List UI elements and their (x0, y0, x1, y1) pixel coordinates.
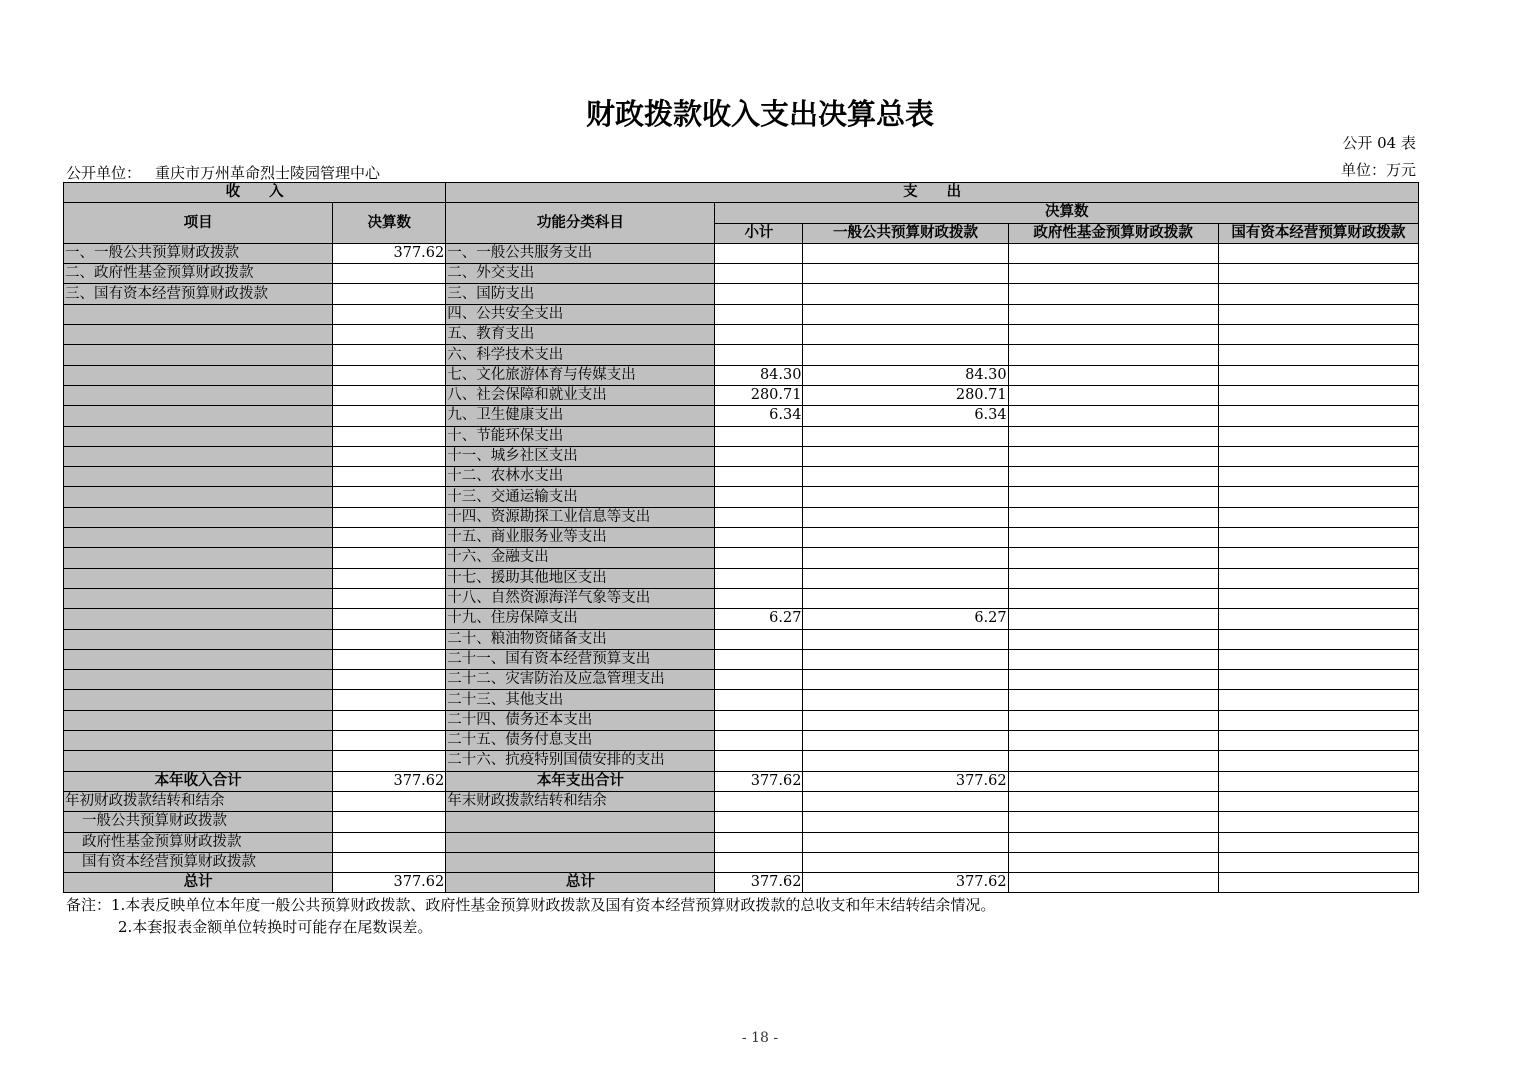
table-row (64, 406, 1419, 426)
reporting-unit-name: 重庆市万州革命烈士陵园管理中心 (155, 164, 381, 182)
function-item: 二十四、债务还本支出 (446, 710, 715, 730)
income-item (64, 446, 333, 466)
page-title: 财政拨款收入支出决算总表 (585, 97, 934, 131)
income-item (64, 588, 333, 608)
income-amount (333, 649, 446, 669)
soe-capital-amount (1218, 487, 1418, 507)
function-item: 四、公共安全支出 (446, 304, 715, 324)
amount-header: 决算数 (333, 203, 446, 244)
income-item (64, 426, 333, 446)
income-item (64, 670, 333, 690)
income-item (64, 629, 333, 649)
income-item (64, 609, 333, 629)
income-amount (333, 731, 446, 751)
income-amount (333, 548, 446, 568)
gov-fund-amount (1008, 731, 1218, 751)
soe-capital-amount (1218, 345, 1418, 365)
income-item (64, 467, 333, 487)
subtotal-amount (715, 629, 803, 649)
table-row (64, 649, 1419, 669)
page-number: - 18 - (741, 1030, 779, 1046)
subtotal-amount (715, 325, 803, 345)
soe-capital-header: 国有资本经营预算财政拨款 (1218, 223, 1418, 243)
general-budget-amount (803, 467, 1008, 487)
income-amount (333, 528, 446, 548)
table-number: 公开 04 表 (1342, 134, 1416, 152)
function-item: 二十一、国有资本经营预算支出 (446, 649, 715, 669)
carry-row (64, 832, 1419, 852)
subtotal-amount: 6.27 (715, 609, 803, 629)
general-budget-amount (803, 507, 1008, 527)
gov-fund-amount (1008, 528, 1218, 548)
income-item (64, 548, 333, 568)
soe-capital-amount (1218, 568, 1418, 588)
soe-capital-amount (1218, 365, 1418, 385)
table-row (64, 629, 1419, 649)
table-row (64, 284, 1419, 304)
income-amount (333, 710, 446, 730)
general-budget-amount (803, 284, 1008, 304)
table-row (64, 710, 1419, 730)
carry-income-item: 一般公共预算财政拨款 (64, 812, 333, 832)
gov-fund-amount (1008, 609, 1218, 629)
gov-fund-amount (1008, 243, 1218, 263)
function-item: 十三、交通运输支出 (446, 487, 715, 507)
function-item: 九、卫生健康支出 (446, 406, 715, 426)
income-amount (333, 325, 446, 345)
function-item: 二十、粮油物资储备支出 (446, 629, 715, 649)
carry-expense-item (446, 852, 715, 872)
table-row (64, 365, 1419, 385)
carry-expense-item: 年末财政拨款结转和结余 (446, 791, 715, 811)
budget-table (63, 182, 1419, 893)
subtotal-header: 小计 (715, 223, 803, 243)
gov-fund-amount (1008, 264, 1218, 284)
income-item (64, 487, 333, 507)
table-row (64, 568, 1419, 588)
income-amount (333, 426, 446, 446)
income-item: 二、政府性基金预算财政拨款 (64, 264, 333, 284)
soe-capital-amount (1218, 243, 1418, 263)
subtotal-amount: 84.30 (715, 365, 803, 385)
function-item: 三、国防支出 (446, 284, 715, 304)
subtotal-amount (715, 548, 803, 568)
function-item: 二、外交支出 (446, 264, 715, 284)
income-amount (333, 670, 446, 690)
subtotal-amount (715, 568, 803, 588)
table-row (64, 690, 1419, 710)
table-row (64, 467, 1419, 487)
gov-fund-amount (1008, 649, 1218, 669)
general-budget-amount: 6.27 (803, 609, 1008, 629)
subtotal-amount (715, 588, 803, 608)
general-budget-amount (803, 528, 1008, 548)
general-budget-amount: 280.71 (803, 385, 1008, 405)
table-row (64, 325, 1419, 345)
general-budget-amount (803, 751, 1008, 771)
reporting-unit (66, 162, 380, 183)
income-amount (333, 487, 446, 507)
general-budget-amount: 84.30 (803, 365, 1008, 385)
income-amount (333, 467, 446, 487)
function-item: 十一、城乡社区支出 (446, 446, 715, 466)
reporting-unit-label: 公开单位： (66, 164, 142, 182)
income-item (64, 304, 333, 324)
expense-header: 支 出 (446, 183, 1419, 203)
income-amount (333, 588, 446, 608)
income-amount (333, 365, 446, 385)
income-header: 收 入 (64, 183, 446, 203)
income-item (64, 731, 333, 751)
gov-fund-amount (1008, 304, 1218, 324)
income-amount (333, 264, 446, 284)
subtotal-amount (715, 304, 803, 324)
soe-capital-amount (1218, 588, 1418, 608)
subtotal-amount (715, 243, 803, 263)
final-amount-header: 决算数 (715, 203, 1419, 223)
gov-fund-amount (1008, 568, 1218, 588)
general-budget-header: 一般公共预算财政拨款 (803, 223, 1008, 243)
income-item (64, 345, 333, 365)
income-amount (333, 507, 446, 527)
gov-fund-amount (1008, 325, 1218, 345)
grand-expense-total-label: 总计 (446, 873, 715, 893)
general-budget-amount (803, 345, 1008, 365)
general-budget-amount (803, 548, 1008, 568)
table-row (64, 528, 1419, 548)
gov-fund-amount (1008, 426, 1218, 446)
income-item (64, 649, 333, 669)
year-total-general: 377.62 (803, 771, 1008, 791)
general-budget-amount (803, 629, 1008, 649)
note-1: 备注：1.本表反映单位本年度一般公共预算财政拨款、政府性基金预算财政拨款及国有资本经营预算财政拨款的总收支和年末结转结余情况。 (66, 896, 996, 914)
table-row (64, 446, 1419, 466)
general-budget-amount: 6.34 (803, 406, 1008, 426)
soe-capital-amount (1218, 649, 1418, 669)
gov-fund-amount (1008, 710, 1218, 730)
general-budget-amount (803, 325, 1008, 345)
soe-capital-amount (1218, 609, 1418, 629)
general-budget-amount (803, 690, 1008, 710)
gov-fund-amount (1008, 467, 1218, 487)
function-item: 十、节能环保支出 (446, 426, 715, 446)
carry-expense-item (446, 832, 715, 852)
table-row (64, 507, 1419, 527)
table-row (64, 426, 1419, 446)
income-amount (333, 609, 446, 629)
carry-row (64, 812, 1419, 832)
year-income-total-amount: 377.62 (333, 771, 446, 791)
soe-capital-amount (1218, 406, 1418, 426)
grand-total-subtotal: 377.62 (715, 873, 803, 893)
soe-capital-amount (1218, 507, 1418, 527)
subtotal-amount (715, 649, 803, 669)
subtotal-amount (715, 751, 803, 771)
soe-capital-amount (1218, 385, 1418, 405)
year-total-gov-fund (1008, 771, 1218, 791)
income-amount (333, 690, 446, 710)
gov-fund-amount (1008, 751, 1218, 771)
gov-fund-amount (1008, 446, 1218, 466)
table-row (64, 609, 1419, 629)
table-row (64, 548, 1419, 568)
table-row (64, 751, 1419, 771)
income-item (64, 365, 333, 385)
income-amount (333, 385, 446, 405)
income-item (64, 710, 333, 730)
gov-fund-amount (1008, 385, 1218, 405)
soe-capital-amount (1218, 446, 1418, 466)
gov-fund-amount (1008, 629, 1218, 649)
general-budget-amount (803, 710, 1008, 730)
general-budget-amount (803, 264, 1008, 284)
grand-total-soe (1218, 873, 1418, 893)
gov-fund-amount (1008, 365, 1218, 385)
carry-expense-item (446, 812, 715, 832)
year-total-subtotal: 377.62 (715, 771, 803, 791)
function-item: 十六、金融支出 (446, 548, 715, 568)
income-amount (333, 345, 446, 365)
grand-total-gov-fund (1008, 873, 1218, 893)
table-row (64, 243, 1419, 263)
subtotal-amount (715, 426, 803, 446)
table-row (64, 588, 1419, 608)
function-item: 十二、农林水支出 (446, 467, 715, 487)
gov-fund-amount (1008, 406, 1218, 426)
carry-income-item: 政府性基金预算财政拨款 (64, 832, 333, 852)
subtotal-amount (715, 264, 803, 284)
table-row (64, 304, 1419, 324)
gov-fund-amount (1008, 507, 1218, 527)
subtotal-amount (715, 507, 803, 527)
function-item: 十四、资源勘探工业信息等支出 (446, 507, 715, 527)
soe-capital-amount (1218, 264, 1418, 284)
income-item: 三、国有资本经营预算财政拨款 (64, 284, 333, 304)
grand-income-total-amount: 377.62 (333, 873, 446, 893)
income-item: 一、一般公共预算财政拨款 (64, 243, 333, 263)
income-item (64, 325, 333, 345)
soe-capital-amount (1218, 325, 1418, 345)
function-item: 八、社会保障和就业支出 (446, 385, 715, 405)
money-unit: 单位：万元 (1340, 161, 1416, 179)
general-budget-amount (803, 670, 1008, 690)
carry-income-item: 国有资本经营预算财政拨款 (64, 852, 333, 872)
income-amount (333, 629, 446, 649)
function-item: 十九、住房保障支出 (446, 609, 715, 629)
income-item (64, 568, 333, 588)
soe-capital-amount (1218, 304, 1418, 324)
income-amount (333, 406, 446, 426)
soe-capital-amount (1218, 710, 1418, 730)
subtotal-amount (715, 670, 803, 690)
grand-income-total-label: 总计 (64, 873, 333, 893)
subtotal-amount: 280.71 (715, 385, 803, 405)
carry-row (64, 791, 1419, 811)
function-item: 十七、援助其他地区支出 (446, 568, 715, 588)
grand-total-row (64, 873, 1419, 893)
income-item (64, 690, 333, 710)
income-amount (333, 304, 446, 324)
soe-capital-amount (1218, 284, 1418, 304)
general-budget-amount (803, 588, 1008, 608)
subtotal-amount (715, 345, 803, 365)
function-item: 二十五、债务付息支出 (446, 731, 715, 751)
table-row (64, 731, 1419, 751)
soe-capital-amount (1218, 629, 1418, 649)
gov-fund-header: 政府性基金预算财政拨款 (1008, 223, 1218, 243)
year-expense-total-label: 本年支出合计 (446, 771, 715, 791)
subtotal-amount (715, 528, 803, 548)
item-header: 项目 (64, 203, 333, 244)
soe-capital-amount (1218, 751, 1418, 771)
gov-fund-amount (1008, 548, 1218, 568)
function-item: 六、科学技术支出 (446, 345, 715, 365)
year-income-total-label: 本年收入合计 (64, 771, 333, 791)
subtotal-amount (715, 710, 803, 730)
general-budget-amount (803, 446, 1008, 466)
function-item: 二十三、其他支出 (446, 690, 715, 710)
function-item: 七、文化旅游体育与传媒支出 (446, 365, 715, 385)
gov-fund-amount (1008, 487, 1218, 507)
general-budget-amount (803, 649, 1008, 669)
general-budget-amount (803, 731, 1008, 751)
subtotal-amount: 6.34 (715, 406, 803, 426)
gov-fund-amount (1008, 670, 1218, 690)
income-item (64, 507, 333, 527)
soe-capital-amount (1218, 528, 1418, 548)
income-item (64, 528, 333, 548)
table-row (64, 264, 1419, 284)
general-budget-amount (803, 426, 1008, 446)
general-budget-amount (803, 487, 1008, 507)
carry-row (64, 852, 1419, 872)
function-item: 五、教育支出 (446, 325, 715, 345)
general-budget-amount (803, 568, 1008, 588)
subtotal-amount (715, 284, 803, 304)
carry-income-amount (333, 791, 446, 811)
soe-capital-amount (1218, 467, 1418, 487)
function-item: 一、一般公共服务支出 (446, 243, 715, 263)
subtotal-amount (715, 487, 803, 507)
table-row (64, 385, 1419, 405)
subtotal-amount (715, 690, 803, 710)
income-amount: 377.62 (333, 243, 446, 263)
income-amount (333, 568, 446, 588)
general-budget-amount (803, 243, 1008, 263)
note-2: 2.本套报表金额单位转换时可能存在尾数误差。 (118, 918, 433, 936)
soe-capital-amount (1218, 670, 1418, 690)
soe-capital-amount (1218, 690, 1418, 710)
year-total-soe (1218, 771, 1418, 791)
income-amount (333, 284, 446, 304)
grand-total-general: 377.62 (803, 873, 1008, 893)
subtotal-amount (715, 467, 803, 487)
function-category-header: 功能分类科目 (446, 203, 715, 244)
function-item: 十五、商业服务业等支出 (446, 528, 715, 548)
general-budget-amount (803, 304, 1008, 324)
table-row (64, 345, 1419, 365)
notes (66, 894, 995, 938)
soe-capital-amount (1218, 731, 1418, 751)
function-item: 二十二、灾害防治及应急管理支出 (446, 670, 715, 690)
subtotal-amount (715, 731, 803, 751)
year-total-row (64, 771, 1419, 791)
subtotal-amount (715, 446, 803, 466)
function-item: 十八、自然资源海洋气象等支出 (446, 588, 715, 608)
carry-income-item: 年初财政拨款结转和结余 (64, 791, 333, 811)
soe-capital-amount (1218, 548, 1418, 568)
income-item (64, 406, 333, 426)
table-row (64, 487, 1419, 507)
income-item (64, 385, 333, 405)
gov-fund-amount (1008, 345, 1218, 365)
gov-fund-amount (1008, 690, 1218, 710)
function-item: 二十六、抗疫特别国债安排的支出 (446, 751, 715, 771)
income-amount (333, 446, 446, 466)
income-amount (333, 751, 446, 771)
income-item (64, 751, 333, 771)
gov-fund-amount (1008, 588, 1218, 608)
table-row (64, 670, 1419, 690)
gov-fund-amount (1008, 284, 1218, 304)
soe-capital-amount (1218, 426, 1418, 446)
